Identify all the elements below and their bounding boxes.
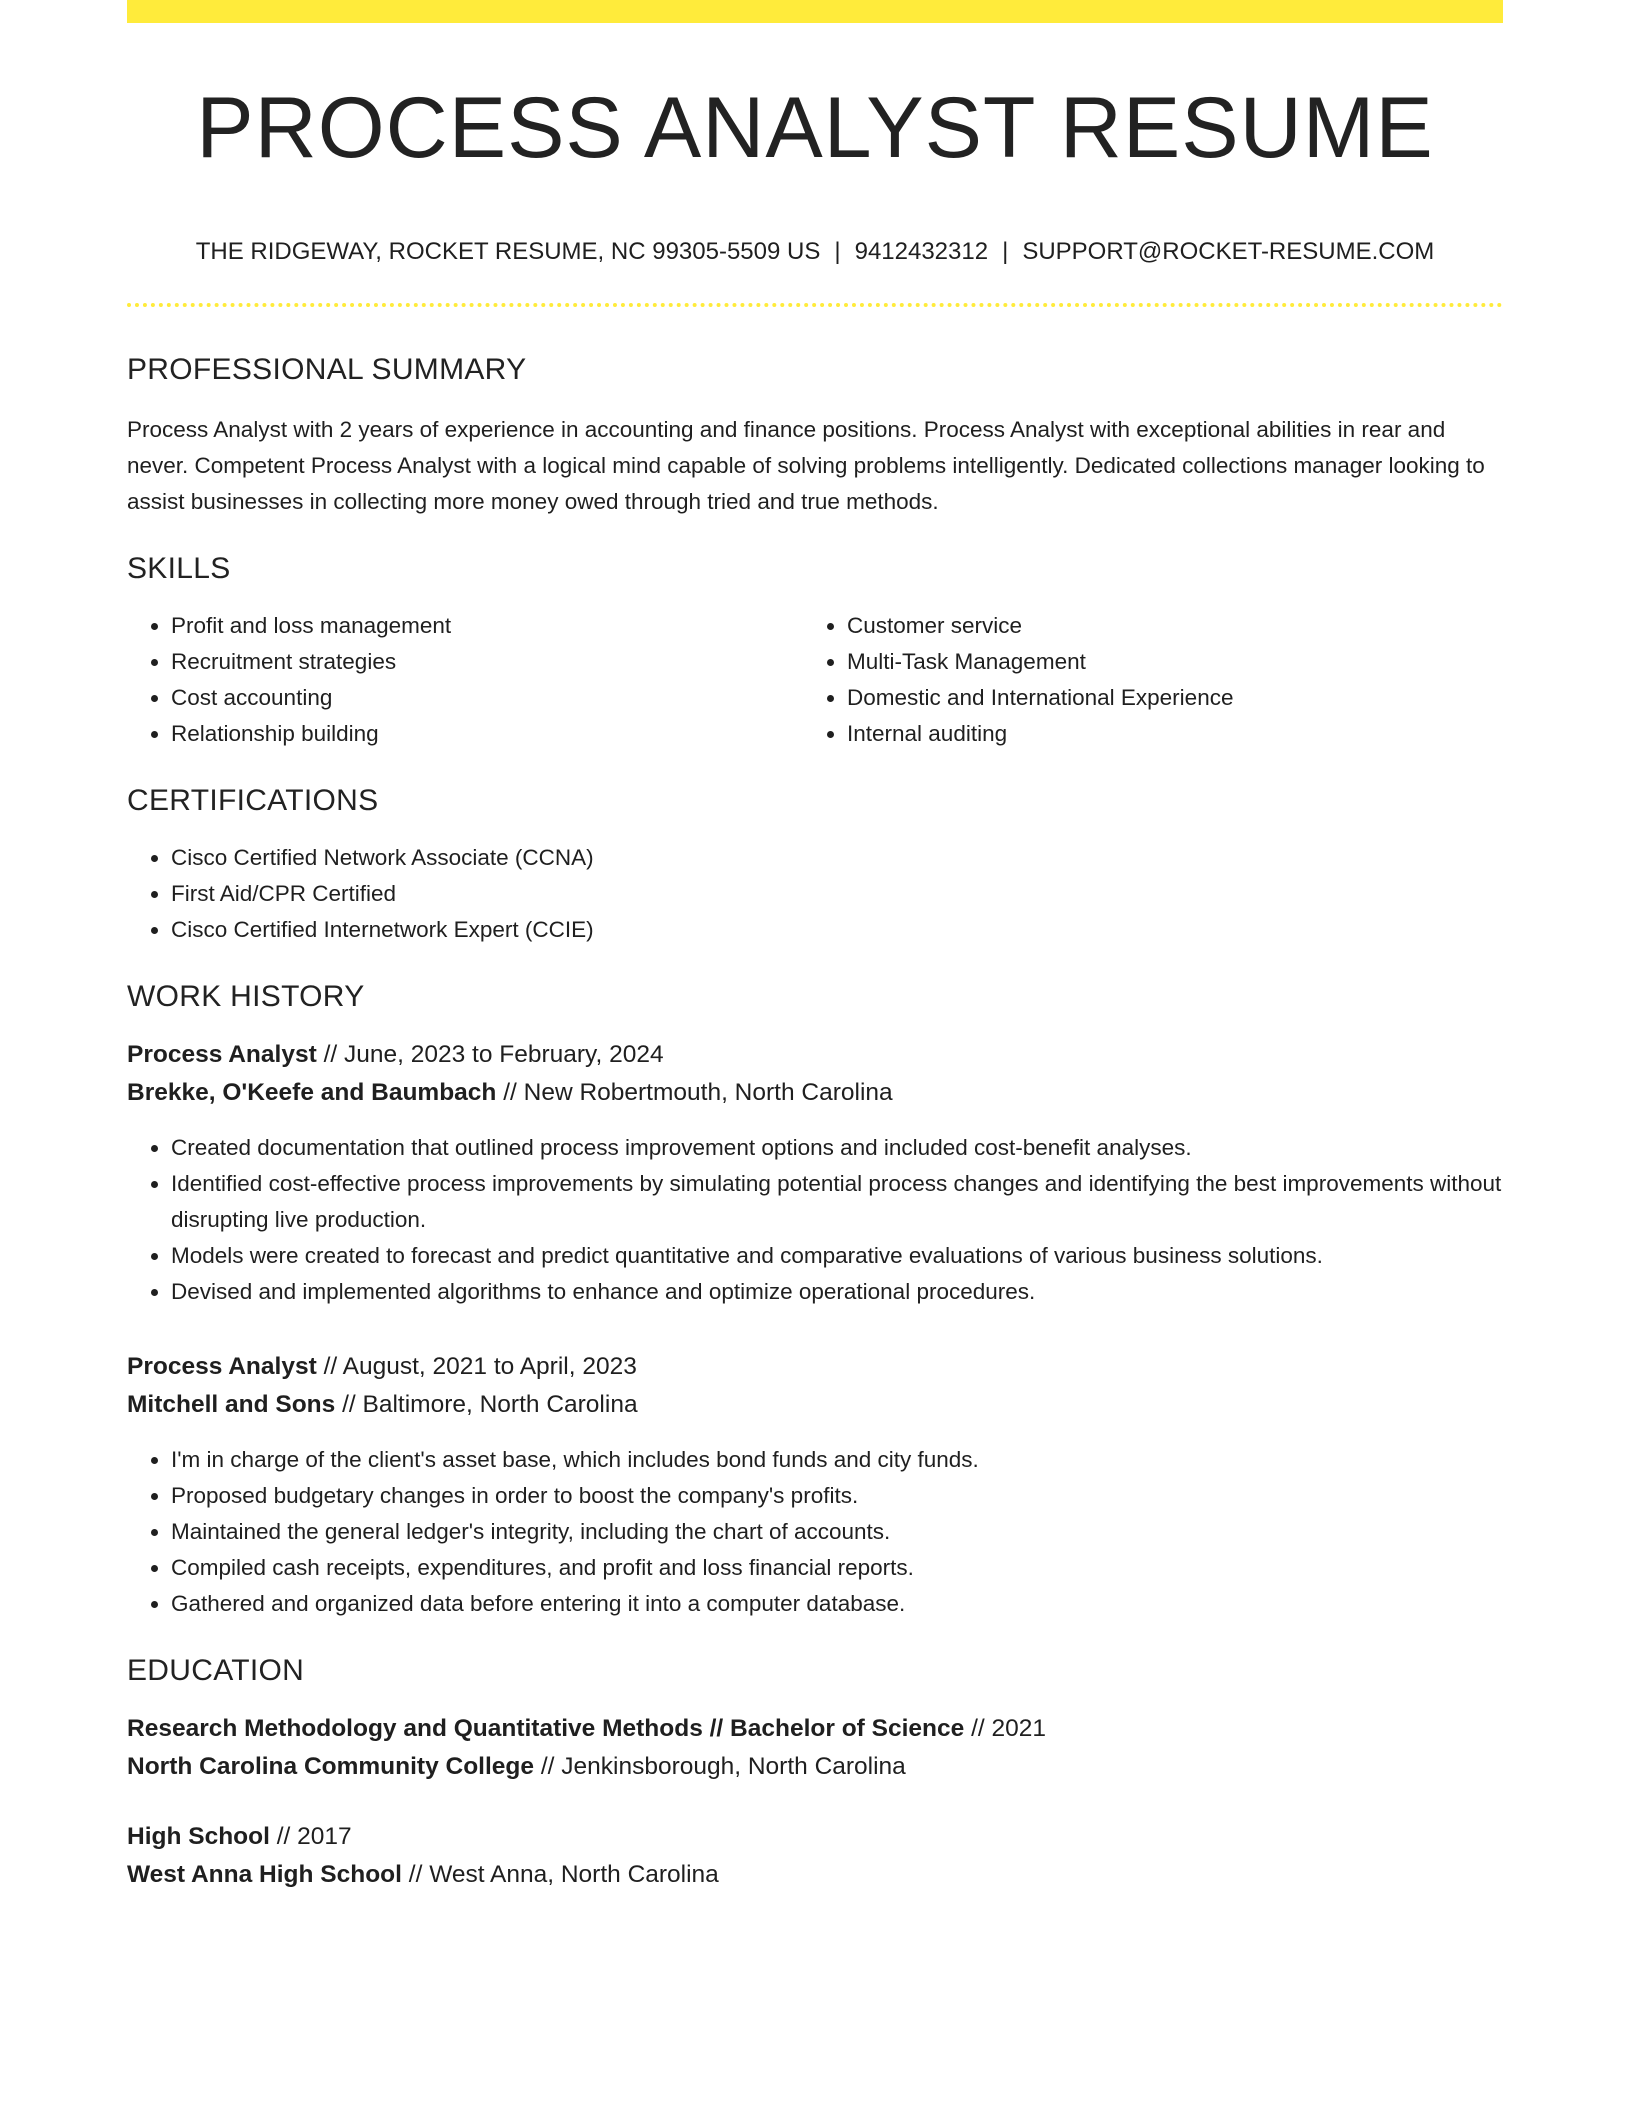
certification-item: • Cisco Certified Network Associate (CCNA) xyxy=(171,840,1503,876)
education-location: // West Anna, North Carolina xyxy=(408,1860,719,1888)
contact-address: THE RIDGEWAY, ROCKET RESUME, NC 99305-5509 US xyxy=(195,237,821,265)
certification-item: • Cisco Certified Internetwork Expert (CCIE) xyxy=(171,912,1503,948)
skill-item: • Recruitment strategies xyxy=(171,644,803,680)
job-bullet: • I'm in charge of the client's asset base, which includes bond funds and city funds. xyxy=(171,1442,1503,1478)
education-entry xyxy=(127,1710,1503,1786)
skill-item: • Domestic and International Experience xyxy=(847,680,1479,716)
contact-separator: | xyxy=(1002,237,1009,265)
skills-left-column xyxy=(127,608,803,752)
job-bullet: • Proposed budgetary changes in order to boost the company's profits. xyxy=(171,1478,1503,1514)
job-bullets xyxy=(127,1442,1503,1622)
contact-separator: | xyxy=(834,237,841,265)
education-degree-line xyxy=(127,1818,1503,1856)
education-heading: EDUCATION xyxy=(127,1653,305,1687)
job-company: Brekke, O'Keefe and Baumbach xyxy=(127,1078,497,1106)
education-entry xyxy=(127,1818,1503,1894)
certification-item: • First Aid/CPR Certified xyxy=(171,876,1503,912)
job-bullet: • Created documentation that outlined process improvement options and included cost-benefit analyses. xyxy=(171,1130,1503,1166)
contact-email: SUPPORT@ROCKET-RESUME.COM xyxy=(1022,237,1435,265)
job-entry xyxy=(127,1036,1503,1310)
job-company-line xyxy=(127,1386,1503,1424)
job-location: // New Robertmouth, North Carolina xyxy=(503,1078,893,1106)
contact-phone: 9412432312 xyxy=(854,237,989,265)
skills-right-column xyxy=(803,608,1479,752)
job-location: // Baltimore, North Carolina xyxy=(342,1390,638,1418)
skill-item: • Profit and loss management xyxy=(171,608,803,644)
job-dates: // August, 2021 to April, 2023 xyxy=(323,1352,637,1380)
contact-line xyxy=(127,238,1503,266)
skill-item: • Customer service xyxy=(847,608,1479,644)
certifications-list xyxy=(127,840,1503,948)
job-dates: // June, 2023 to February, 2024 xyxy=(323,1040,664,1068)
job-bullets xyxy=(127,1130,1503,1310)
skill-item: • Internal auditing xyxy=(847,716,1479,752)
job-bullet: • Devised and implemented algorithms to enhance and optimize operational procedures. xyxy=(171,1274,1503,1310)
job-title-line xyxy=(127,1036,1503,1074)
education-location: // Jenkinsborough, North Carolina xyxy=(540,1752,906,1780)
certifications-heading: CERTIFICATIONS xyxy=(127,783,379,817)
dotted-divider xyxy=(127,303,1503,307)
job-title: Process Analyst xyxy=(127,1352,317,1380)
education-degree-line xyxy=(127,1710,1503,1748)
job-title-line xyxy=(127,1348,1503,1386)
accent-top-bar xyxy=(127,0,1503,23)
skill-item: • Multi-Task Management xyxy=(847,644,1479,680)
summary-heading: PROFESSIONAL SUMMARY xyxy=(127,352,527,386)
job-bullet: • Compiled cash receipts, expenditures, and profit and loss financial reports. xyxy=(171,1550,1503,1586)
resume-page xyxy=(127,0,1503,1894)
education-school: North Carolina Community College xyxy=(127,1752,535,1780)
resume-title: PROCESS ANALYST RESUME xyxy=(196,80,1434,176)
job-bullet: • Maintained the general ledger's integrity, including the chart of accounts. xyxy=(171,1514,1503,1550)
education-degree: High School xyxy=(127,1822,270,1850)
education-year: // 2021 xyxy=(971,1714,1046,1742)
education-year: // 2017 xyxy=(276,1822,352,1850)
summary-text: Process Analyst with 2 years of experience in accounting and finance positions. Process Analyst with exceptional abilities in rear and never. Competent Process Analyst with a logical mind capable of solving problems intelligently. Dedicated collections manager looking to assist businesses in collecting more money owed through tried and true methods. xyxy=(127,416,1485,514)
skill-item: • Cost accounting xyxy=(171,680,803,716)
education-school-line xyxy=(127,1856,1503,1894)
work-history-heading: WORK HISTORY xyxy=(127,979,365,1013)
job-bullet: • Models were created to forecast and predict quantitative and comparative evaluations of various business solutions. xyxy=(171,1238,1503,1274)
skills-list xyxy=(127,608,1503,752)
job-company: Mitchell and Sons xyxy=(127,1390,336,1418)
job-entry xyxy=(127,1348,1503,1622)
skills-heading: SKILLS xyxy=(127,551,231,585)
job-bullet: • Identified cost-effective process improvements by simulating potential process changes and identifying the best improvements without disrupting live production. xyxy=(171,1166,1503,1238)
education-degree: Research Methodology and Quantitative Methods // Bachelor of Science xyxy=(127,1714,965,1742)
job-bullet: • Gathered and organized data before entering it into a computer database. xyxy=(171,1586,1503,1622)
education-school-line xyxy=(127,1748,1503,1786)
education-school: West Anna High School xyxy=(127,1860,402,1888)
skill-item: • Relationship building xyxy=(171,716,803,752)
job-company-line xyxy=(127,1074,1503,1112)
job-title: Process Analyst xyxy=(127,1040,317,1068)
